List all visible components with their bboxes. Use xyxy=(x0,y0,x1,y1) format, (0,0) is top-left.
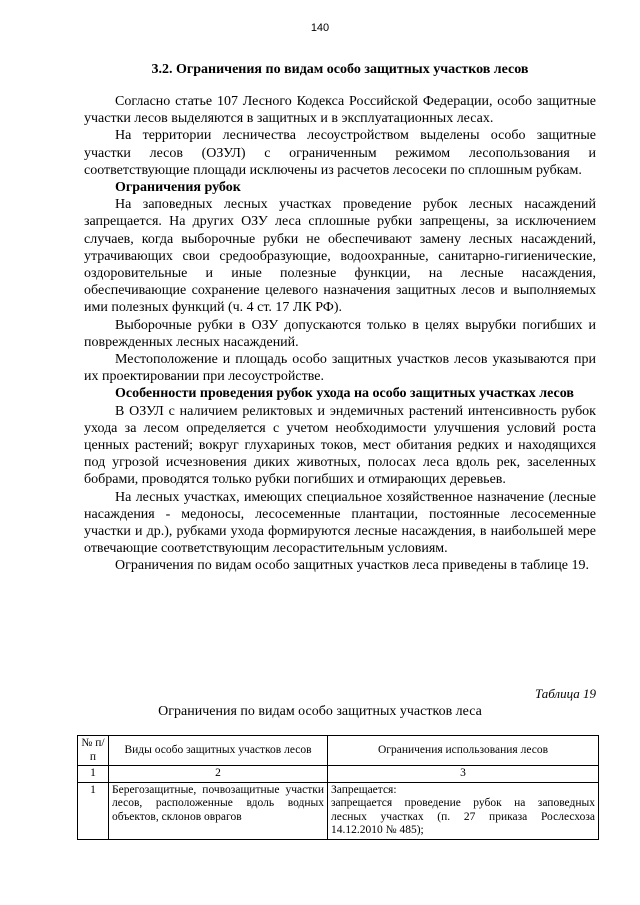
paragraph: На лесных участках, имеющих специальное хозяйственное назначение (лесные насаждения - медоносы, лесосеменные плантации, постоянные лесосеменные участки и др.), рубками ухода формируются лесные насаждения, в наибольшей мере отвечающие соответствующим лесорастительным условиям. xyxy=(84,489,596,557)
row-number: 1 xyxy=(78,782,109,839)
body-text xyxy=(84,93,596,575)
column-number: 1 xyxy=(78,766,109,783)
row-type: Берегозащитные, почвозащитные участки лесов, расположенные вдоль водных объектов, склонов оврагов xyxy=(109,782,328,839)
subheading: Ограничения рубок xyxy=(115,180,241,196)
restriction-label: Запрещается: xyxy=(331,783,397,796)
page-number: 140 xyxy=(310,22,330,34)
column-number: 2 xyxy=(109,766,328,783)
paragraph: На территории лесничества лесоустройством выделены особо защитные участки лесов (ОЗУЛ) с ограниченным режимом лесопользования и соответствующие площади исключены из расчетов лесосеки по сплошным рубкам. xyxy=(84,128,596,178)
column-number: 3 xyxy=(328,766,599,783)
paragraph: В ОЗУЛ с наличием реликтовых и эндемичных растений интенсивность рубок ухода за лесом определяется с учетом необходимости улучшения условий роста ценных растений; вокруг глухариных токов, мест обитания редких и находящихся под угрозой исчезновения диких животных, полосах леса вдоль рек, заселенных бобрами, проводятся только рубки погибших и отмирающих деревьев. xyxy=(84,403,596,488)
restriction-text: запрещается проведение рубок на заповедных лесных участках (п. 27 приказа Рослесхоза 14.12.2010 № 485); xyxy=(331,797,595,836)
header-restrictions: Ограничения использования лесов xyxy=(328,736,599,766)
header-type: Виды особо защитных участков лесов xyxy=(109,736,328,766)
paragraph: Местоположение и площадь особо защитных участков лесов указываются при их проектировании при лесоустройстве. xyxy=(84,352,596,385)
table-column-numbers-row xyxy=(78,766,599,783)
document-body xyxy=(84,62,596,575)
table-caption: Таблица 19 xyxy=(534,686,596,701)
paragraph: Согласно статье 107 Лесного Кодекса Российской Федерации, особо защитные участки лесов выделяются в защитных и в эксплуатационных лесах. xyxy=(84,94,596,127)
section-title: 3.2. Ограничения по видам особо защитных участков лесов xyxy=(151,62,529,77)
table-title: Ограничения по видам особо защитных участков леса xyxy=(158,704,482,719)
paragraph: На заповедных лесных участках проведение рубок лесных насаждений запрещается. На других ОЗУ леса сплошные рубки запрещены, за исключением случаев, когда выборочные рубки не обеспечивают замену лесных насаждений, утрачивающих свои средообразующие, водоохранные, санитарно-гигиенические, оздоровительные и иные полезные функции, на лесные насаждения, обеспечивающие сохранение целевого назначения защитных лесов и выполняемых ими полезных функций (ч. 4 ст. 17 ЛК РФ). xyxy=(84,197,596,316)
restrictions-table xyxy=(77,735,599,840)
table-row xyxy=(78,782,599,839)
table-header-row xyxy=(78,736,599,766)
paragraph: Выборочные рубки в ОЗУ допускаются только в целях вырубки погибших и поврежденных лесных насаждений. xyxy=(84,317,596,350)
row-restrictions xyxy=(328,782,599,839)
header-number: № п/п xyxy=(78,736,109,766)
paragraph: Ограничения по видам особо защитных участков леса приведены в таблице 19. xyxy=(115,558,590,574)
subheading: Особенности проведения рубок ухода на особо защитных участках лесов xyxy=(115,386,574,402)
